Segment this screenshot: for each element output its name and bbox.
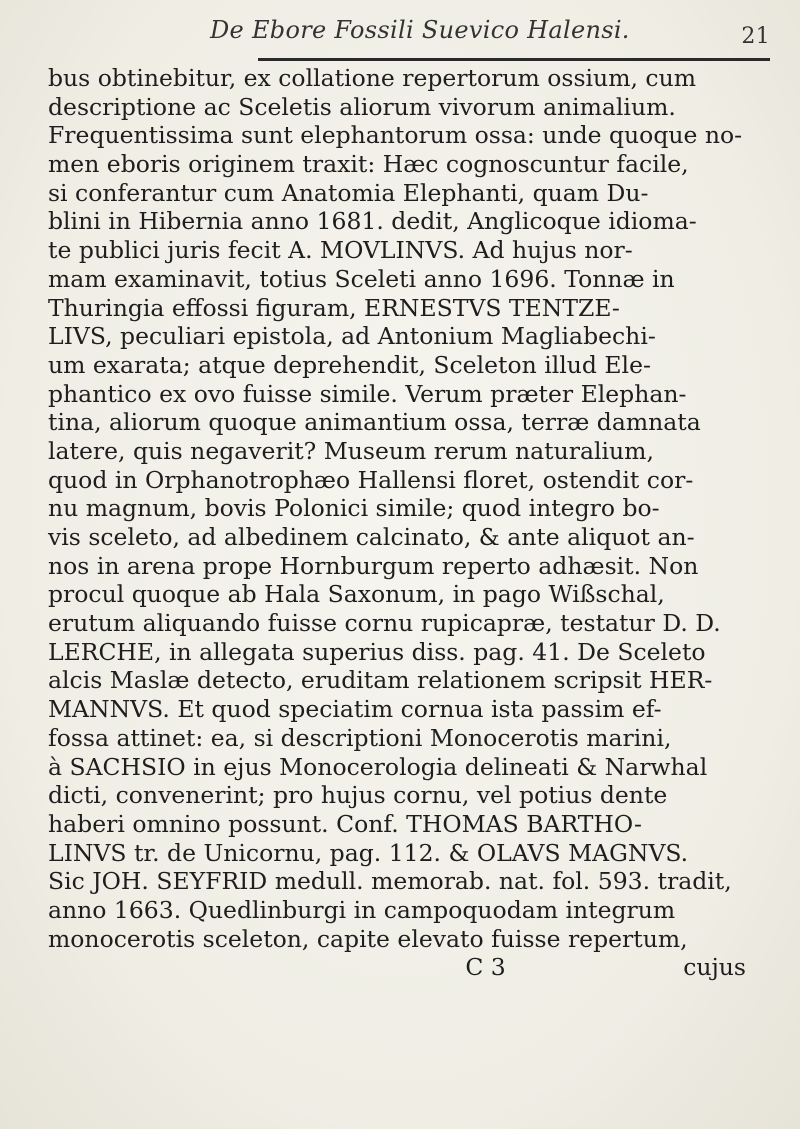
- text-line: alcis Maslæ detecto, eruditam relationem scripsit HER-: [48, 666, 713, 695]
- text-line: dicti, convenerint; pro hujus cornu, vel potius dente: [48, 781, 668, 810]
- text-line: anno 1663. Quedlinburgi in campoquodam integrum: [48, 895, 676, 924]
- catchword: cujus: [683, 953, 746, 982]
- text-line: tina, aliorum quoque animantium ossa, terræ damnata: [48, 408, 701, 437]
- text-line: Sic JOH. SEYFRID medull. memorab. nat. fol. 593. tradit,: [48, 867, 732, 896]
- text-line: MANNVS. Et quod speciatim cornua ista passim ef-: [48, 695, 662, 724]
- text-line: à SACHSIO in ejus Monocerologia delineati & Narwhal: [48, 752, 708, 781]
- text-line: monocerotis sceleton, capite elevato fuisse repertum,: [48, 924, 688, 953]
- running-title: De Ebore Fossili Suevico Halensi.: [210, 16, 630, 44]
- text-line: bus obtinebitur, ex collatione repertorum ossium, cum: [48, 64, 696, 92]
- text-line: Thuringia effossi figuram, ERNESTVS TENTZE-: [48, 293, 620, 322]
- text-line: blini in Hibernia anno 1681. dedit, Anglicoque idioma-: [48, 207, 697, 236]
- text-line: phantico ex ovo fuisse simile. Verum præter Elephan-: [48, 379, 687, 408]
- footer-line: [48, 953, 778, 982]
- text-line: te publici juris fecit A. MOVLINVS. Ad hujus nor-: [48, 236, 633, 265]
- text-line: descriptione ac Sceletis aliorum vivorum animalium.: [48, 92, 676, 121]
- text-line: fossa attinet: ea, si descriptioni Monocerotis marini,: [48, 723, 672, 752]
- page-number: 21: [741, 24, 770, 49]
- text-line: LERCHE, in allegata superius diss. pag. 41. De Sceleto: [48, 637, 706, 666]
- signature-mark: C 3: [465, 953, 506, 982]
- text-line: vis sceleto, ad albedinem calcinato, & ante aliquot an-: [48, 523, 695, 551]
- header-rule: [258, 58, 770, 61]
- text-line: mam examinavit, totius Sceleti anno 1696. Tonnæ in: [48, 264, 675, 293]
- running-head: [210, 10, 770, 50]
- text-line: procul quoque ab Hala Saxonum, in pago Wißschal,: [48, 580, 665, 609]
- body-text: [48, 64, 778, 982]
- text-line: si conferantur cum Anatomia Elephanti, quam Du-: [48, 178, 649, 207]
- text-line: quod in Orphanotrophæo Hallensi floret, ostendit cor-: [48, 465, 694, 494]
- text-line: latere, quis negaverit? Museum rerum naturalium,: [48, 436, 654, 465]
- text-line: Frequentissima sunt elephantorum ossa: unde quoque no-: [48, 121, 743, 150]
- text-line: haberi omnino possunt. Conf. THOMAS BARTHO-: [48, 809, 642, 838]
- text-line: um exarata; atque deprehendit, Sceleton illud Ele-: [48, 350, 651, 379]
- text-line: nos in arena prope Hornburgum reperto adhæsit. Non: [48, 551, 699, 580]
- text-line: nu magnum, bovis Polonici simile; quod integro bo-: [48, 494, 660, 523]
- text-line: LINVS tr. de Unicornu, pag. 112. & OLAVS MAGNVS.: [48, 838, 689, 867]
- text-line: erutum aliquando fuisse cornu rupicapræ, testatur D. D.: [48, 609, 721, 638]
- text-line: LIVS, peculiari epistola, ad Antonium Magliabechi-: [48, 322, 656, 351]
- text-line: men eboris originem traxit: Hæc cognoscuntur facile,: [48, 150, 689, 179]
